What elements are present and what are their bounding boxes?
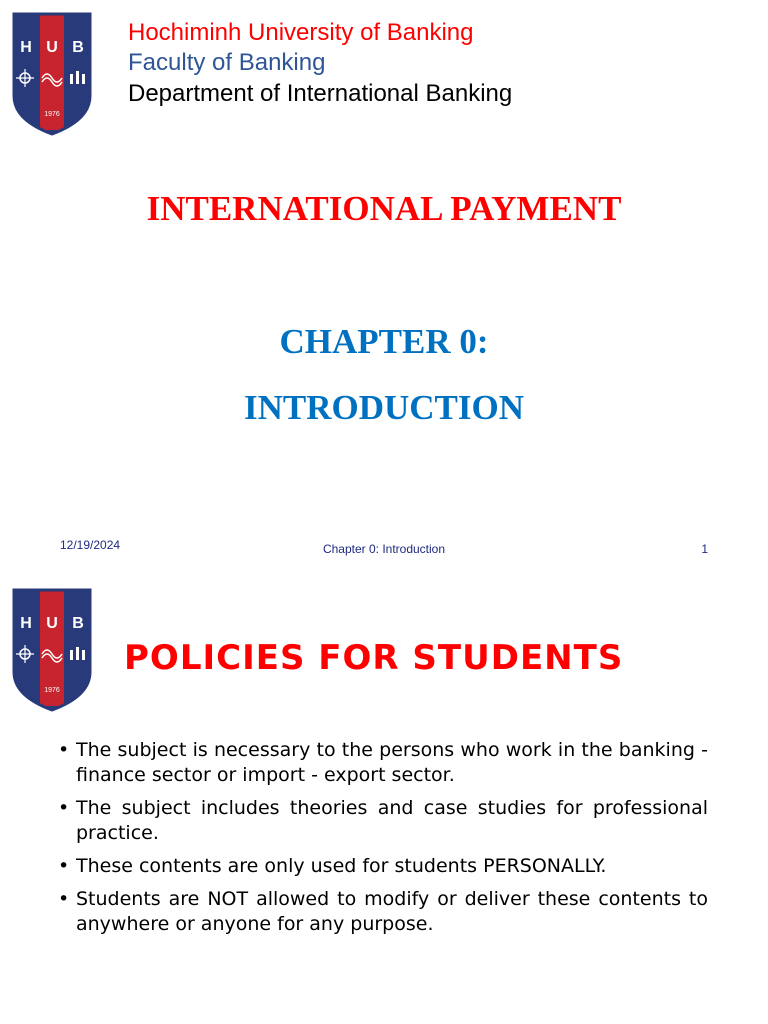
policy-text: These contents are only used for students PERSONALLY. [76, 855, 607, 877]
logo-letter-h: H [20, 615, 32, 632]
chapter-name: INTRODUCTION [243, 388, 525, 427]
policy-text: The subject includes theories and case studies for professional practice. [76, 797, 708, 844]
slide-2 [0, 576, 768, 1024]
policy-text: The subject is necessary to the persons who work in the banking - finance sector or import - export sector. [76, 739, 708, 786]
university-name: Hochiminh University of Banking [128, 19, 474, 46]
list-item [58, 887, 708, 937]
list-item [58, 738, 708, 788]
bullet-icon: • [58, 739, 70, 761]
faculty-name: Faculty of Banking [128, 49, 326, 76]
footer-chapter-label: Chapter 0: Introduction [322, 542, 446, 556]
logo-letter-b: B [72, 615, 84, 632]
course-title: INTERNATIONAL PAYMENT [146, 189, 622, 228]
footer-page-number: 1 [701, 542, 708, 556]
logo-letter-u: U [46, 39, 58, 56]
logo-letter-h: H [20, 39, 32, 56]
list-item [58, 854, 708, 879]
logo-year: 1976 [44, 687, 60, 694]
bullet-icon: • [58, 888, 70, 910]
department-name: Department of International Banking [128, 80, 513, 107]
logo-year: 1976 [44, 111, 60, 118]
chapter-number: CHAPTER 0: [279, 322, 489, 361]
logo-letter-u: U [46, 615, 58, 632]
hub-logo [12, 12, 92, 136]
footer-date: 12/19/2024 [60, 538, 121, 552]
policy-text: Students are NOT allowed to modify or deliver these contents to anywhere or anyone for any purpose. [76, 888, 708, 935]
hub-logo [12, 588, 92, 712]
list-item [58, 796, 708, 846]
policies-title: POLICIES FOR STUDENTS [124, 638, 624, 678]
bullet-icon: • [58, 855, 70, 877]
logo-letter-b: B [72, 39, 84, 56]
bullet-icon: • [58, 797, 70, 819]
policy-list [58, 738, 708, 945]
